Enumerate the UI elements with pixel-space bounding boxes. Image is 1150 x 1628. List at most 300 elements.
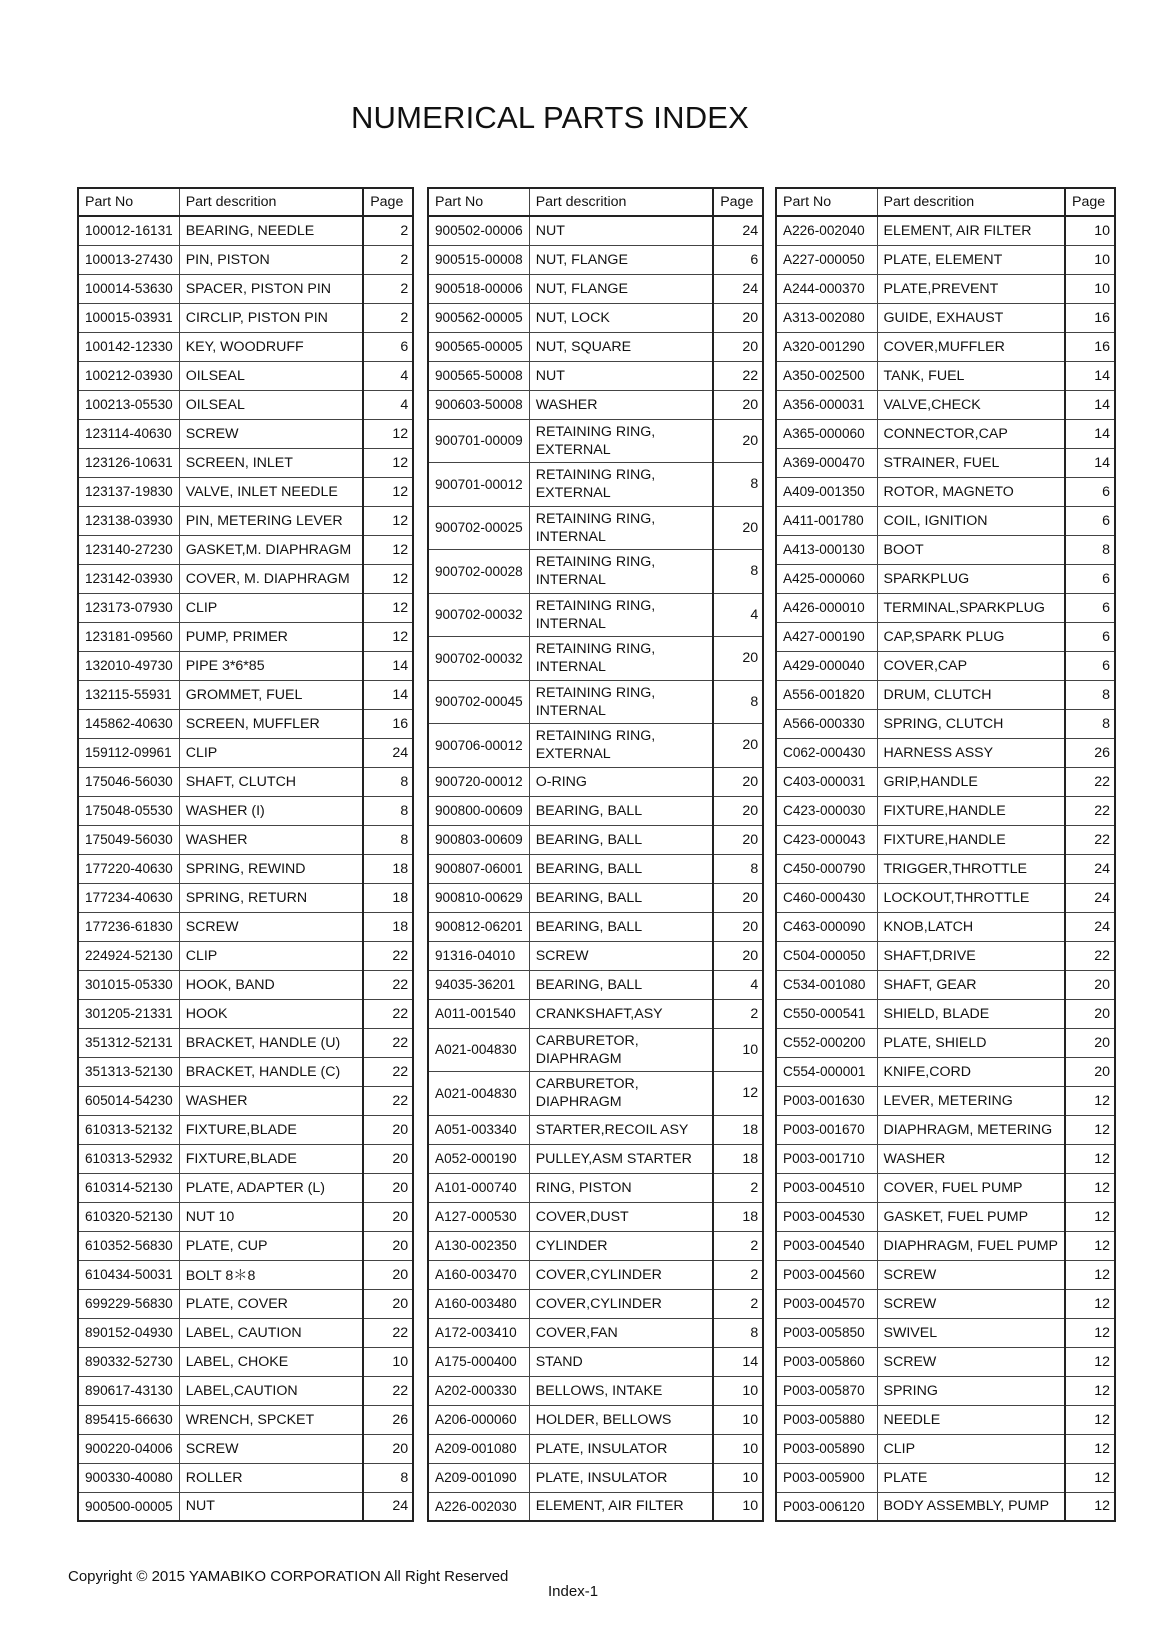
part-description-cell: PIPE 3*6*85 — [179, 651, 363, 680]
part-number-cell: C534-001080 — [776, 970, 877, 999]
part-number-cell: P003-005890 — [776, 1434, 877, 1463]
table-row — [78, 216, 413, 245]
table-row — [776, 1463, 1115, 1492]
part-description-cell: BOOT — [877, 535, 1065, 564]
page-cell: 20 — [713, 637, 763, 681]
table-row — [78, 1057, 413, 1086]
part-description-cell: PUMP, PRIMER — [179, 622, 363, 651]
part-number-cell: 301205-21331 — [78, 999, 179, 1028]
page-cell: 12 — [1065, 1376, 1115, 1405]
part-number-cell: 610314-52130 — [78, 1173, 179, 1202]
table-row — [776, 245, 1115, 274]
table-row — [78, 593, 413, 622]
part-number-cell: A320-001290 — [776, 332, 877, 361]
page-cell: 20 — [363, 1144, 413, 1173]
part-description-cell: OILSEAL — [179, 361, 363, 390]
table-row — [776, 680, 1115, 709]
page-cell: 20 — [713, 419, 763, 463]
part-description-cell: PLATE, INSULATOR — [529, 1434, 713, 1463]
part-description-cell: NUT, LOCK — [529, 303, 713, 332]
part-number-cell: 132115-55931 — [78, 680, 179, 709]
table-row — [776, 883, 1115, 912]
table-row — [776, 651, 1115, 680]
page-cell: 20 — [1065, 970, 1115, 999]
page-cell: 18 — [363, 912, 413, 941]
part-description-cell: VALVE, INLET NEEDLE — [179, 477, 363, 506]
part-description-cell: GASKET, FUEL PUMP — [877, 1202, 1065, 1231]
page-cell: 12 — [1065, 1086, 1115, 1115]
part-description-cell: TERMINAL,SPARKPLUG — [877, 593, 1065, 622]
table-row — [428, 303, 763, 332]
page-cell: 20 — [713, 912, 763, 941]
table-row — [428, 1318, 763, 1347]
part-description-cell: NEEDLE — [877, 1405, 1065, 1434]
table-row — [78, 1028, 413, 1057]
page-cell: 12 — [363, 622, 413, 651]
part-number-cell: 900702-00032 — [428, 637, 529, 681]
part-number-cell: P003-001710 — [776, 1144, 877, 1173]
page-cell: 12 — [1065, 1492, 1115, 1521]
part-description-cell: SCREW — [179, 419, 363, 448]
page-cell: 10 — [713, 1376, 763, 1405]
page-cell: 12 — [363, 535, 413, 564]
part-description-cell: BEARING, NEEDLE — [179, 216, 363, 245]
part-number-cell: 610313-52932 — [78, 1144, 179, 1173]
table-row — [428, 274, 763, 303]
table-row — [428, 1405, 763, 1434]
table-row — [776, 303, 1115, 332]
table-row — [428, 1347, 763, 1376]
page-cell: 10 — [713, 1463, 763, 1492]
table-row — [776, 332, 1115, 361]
table-row — [776, 1144, 1115, 1173]
page-cell: 14 — [363, 680, 413, 709]
part-description-cell: RETAINING RING, INTERNAL — [529, 506, 713, 550]
header-part-no: Part No — [78, 188, 179, 216]
part-number-cell: 177220-40630 — [78, 854, 179, 883]
page-cell: 12 — [1065, 1405, 1115, 1434]
part-description-cell: OILSEAL — [179, 390, 363, 419]
page-cell: 26 — [1065, 738, 1115, 767]
part-description-cell: SPRING — [877, 1376, 1065, 1405]
part-number-cell: 175048-05530 — [78, 796, 179, 825]
table-row — [428, 1492, 763, 1521]
part-description-cell: COVER, M. DIAPHRAGM — [179, 564, 363, 593]
table-row — [78, 709, 413, 738]
part-description-cell: RETAINING RING, EXTERNAL — [529, 724, 713, 768]
page-cell: 22 — [363, 941, 413, 970]
table-row — [428, 912, 763, 941]
table-row — [776, 361, 1115, 390]
part-number-cell: 224924-52130 — [78, 941, 179, 970]
part-description-cell: RING, PISTON — [529, 1173, 713, 1202]
part-number-cell: 900803-00609 — [428, 825, 529, 854]
page-cell: 24 — [363, 738, 413, 767]
part-description-cell: SWIVEL — [877, 1318, 1065, 1347]
table-row — [776, 970, 1115, 999]
part-description-cell: SPARKPLUG — [877, 564, 1065, 593]
page-cell: 12 — [1065, 1231, 1115, 1260]
page-cell: 6 — [363, 332, 413, 361]
part-description-cell: RETAINING RING, INTERNAL — [529, 550, 713, 594]
part-description-cell: CLIP — [179, 593, 363, 622]
page-cell: 12 — [363, 477, 413, 506]
part-number-cell: A350-002500 — [776, 361, 877, 390]
page-cell: 14 — [1065, 448, 1115, 477]
page-cell: 8 — [363, 825, 413, 854]
part-number-cell: A313-002080 — [776, 303, 877, 332]
part-description-cell: RETAINING RING, INTERNAL — [529, 637, 713, 681]
part-number-cell: C504-000050 — [776, 941, 877, 970]
table-row — [428, 854, 763, 883]
part-description-cell: WRENCH, SPCKET — [179, 1405, 363, 1434]
table-row — [428, 767, 763, 796]
header-page: Page — [363, 188, 413, 216]
page-cell: 22 — [363, 1057, 413, 1086]
table-row — [78, 883, 413, 912]
table-row — [776, 999, 1115, 1028]
table-row — [78, 970, 413, 999]
page-cell: 12 — [713, 1072, 763, 1116]
part-description-cell: GASKET,M. DIAPHRAGM — [179, 535, 363, 564]
part-description-cell: PLATE, ADAPTER (L) — [179, 1173, 363, 1202]
page-cell: 8 — [363, 796, 413, 825]
part-number-cell: 159112-09961 — [78, 738, 179, 767]
page-cell: 22 — [363, 999, 413, 1028]
header-part-description: Part descrition — [877, 188, 1065, 216]
part-number-cell: A226-002040 — [776, 216, 877, 245]
part-description-cell: GUIDE, EXHAUST — [877, 303, 1065, 332]
part-number-cell: A172-003410 — [428, 1318, 529, 1347]
part-number-cell: C423-000030 — [776, 796, 877, 825]
part-number-cell: 123137-19830 — [78, 477, 179, 506]
page-cell: 6 — [1065, 593, 1115, 622]
part-description-cell: PLATE, CUP — [179, 1231, 363, 1260]
table-row — [78, 999, 413, 1028]
page-cell: 8 — [1065, 535, 1115, 564]
part-number-cell: 699229-56830 — [78, 1289, 179, 1318]
part-number-cell: A011-001540 — [428, 999, 529, 1028]
page-cell: 20 — [713, 506, 763, 550]
page-cell: 2 — [363, 274, 413, 303]
table-row — [78, 1376, 413, 1405]
part-description-cell: ROTOR, MAGNETO — [877, 477, 1065, 506]
part-number-cell: C450-000790 — [776, 854, 877, 883]
table-row — [776, 825, 1115, 854]
page-cell: 12 — [1065, 1202, 1115, 1231]
table-row — [78, 767, 413, 796]
table-row — [428, 999, 763, 1028]
part-description-cell: SPACER, PISTON PIN — [179, 274, 363, 303]
table-row — [428, 1202, 763, 1231]
page-cell: 6 — [1065, 564, 1115, 593]
table-row — [78, 506, 413, 535]
page-cell: 10 — [363, 1347, 413, 1376]
page-cell: 8 — [713, 680, 763, 724]
part-number-cell: 351312-52131 — [78, 1028, 179, 1057]
table-row — [776, 1231, 1115, 1260]
table-row — [428, 883, 763, 912]
table-row — [78, 1260, 413, 1289]
part-description-cell: WASHER — [179, 825, 363, 854]
table-row — [776, 1492, 1115, 1521]
part-number-cell: A556-001820 — [776, 680, 877, 709]
part-number-cell: A365-000060 — [776, 419, 877, 448]
part-number-cell: 605014-54230 — [78, 1086, 179, 1115]
part-number-cell: 175046-56030 — [78, 767, 179, 796]
page-cell: 12 — [1065, 1144, 1115, 1173]
table-row — [428, 1376, 763, 1405]
page-cell: 12 — [1065, 1463, 1115, 1492]
part-description-cell: SCREW — [529, 941, 713, 970]
part-description-cell: PLATE, COVER — [179, 1289, 363, 1318]
table-row — [78, 1173, 413, 1202]
part-number-cell: P003-005900 — [776, 1463, 877, 1492]
page-cell: 8 — [1065, 680, 1115, 709]
part-number-cell: A429-000040 — [776, 651, 877, 680]
table-row — [428, 637, 763, 681]
part-description-cell: TANK, FUEL — [877, 361, 1065, 390]
page-cell: 16 — [1065, 303, 1115, 332]
part-number-cell: 900702-00025 — [428, 506, 529, 550]
page-cell: 4 — [363, 361, 413, 390]
page-cell: 20 — [363, 1115, 413, 1144]
part-description-cell: DIAPHRAGM, METERING — [877, 1115, 1065, 1144]
page-cell: 20 — [713, 724, 763, 768]
part-description-cell: FIXTURE,HANDLE — [877, 796, 1065, 825]
page-cell: 20 — [713, 390, 763, 419]
part-number-cell: A209-001090 — [428, 1463, 529, 1492]
page-cell: 12 — [1065, 1347, 1115, 1376]
table-row — [776, 709, 1115, 738]
page-cell: 22 — [363, 970, 413, 999]
part-description-cell: SPRING, REWIND — [179, 854, 363, 883]
part-number-cell: A051-003340 — [428, 1115, 529, 1144]
part-number-cell: 610313-52132 — [78, 1115, 179, 1144]
table-row — [78, 1289, 413, 1318]
part-description-cell: SCREW — [179, 1434, 363, 1463]
part-description-cell: LEVER, METERING — [877, 1086, 1065, 1115]
part-description-cell: FIXTURE,BLADE — [179, 1115, 363, 1144]
page-cell: 8 — [1065, 709, 1115, 738]
part-description-cell: GRIP,HANDLE — [877, 767, 1065, 796]
part-description-cell: BEARING, BALL — [529, 825, 713, 854]
page-cell: 16 — [1065, 332, 1115, 361]
page-cell: 20 — [1065, 1028, 1115, 1057]
page-cell: 2 — [713, 1173, 763, 1202]
part-number-cell: P003-001630 — [776, 1086, 877, 1115]
table-row — [776, 912, 1115, 941]
page-cell: 12 — [1065, 1318, 1115, 1347]
page-cell: 20 — [363, 1260, 413, 1289]
part-number-cell: 900220-04006 — [78, 1434, 179, 1463]
part-number-cell: 100015-03931 — [78, 303, 179, 332]
part-number-cell: C423-000043 — [776, 825, 877, 854]
part-number-cell: C062-000430 — [776, 738, 877, 767]
part-description-cell: BRACKET, HANDLE (C) — [179, 1057, 363, 1086]
table-row — [776, 216, 1115, 245]
page-cell: 20 — [713, 796, 763, 825]
part-number-cell: 900706-00012 — [428, 724, 529, 768]
table-row — [78, 1463, 413, 1492]
page-cell: 26 — [363, 1405, 413, 1434]
part-number-cell: 610352-56830 — [78, 1231, 179, 1260]
table-row — [776, 1289, 1115, 1318]
part-description-cell: PULLEY,ASM STARTER — [529, 1144, 713, 1173]
table-row — [78, 651, 413, 680]
part-description-cell: BODY ASSEMBLY, PUMP — [877, 1492, 1065, 1521]
part-number-cell: 900701-00012 — [428, 463, 529, 507]
part-number-cell: P003-005850 — [776, 1318, 877, 1347]
part-description-cell: SHAFT, CLUTCH — [179, 767, 363, 796]
part-description-cell: NUT, SQUARE — [529, 332, 713, 361]
table-row — [78, 303, 413, 332]
part-number-cell: A021-004830 — [428, 1028, 529, 1072]
part-number-cell: 900810-00629 — [428, 883, 529, 912]
page-cell: 14 — [713, 1347, 763, 1376]
header-part-description: Part descrition — [529, 188, 713, 216]
table-row — [428, 1289, 763, 1318]
page-cell: 18 — [713, 1144, 763, 1173]
table-row — [776, 1434, 1115, 1463]
table-row — [78, 448, 413, 477]
copyright-notice: Copyright © 2015 YAMABIKO CORPORATION All Right Reserved — [68, 1568, 509, 1585]
part-number-cell: 123138-03930 — [78, 506, 179, 535]
table-row — [428, 463, 763, 507]
table-row — [428, 506, 763, 550]
part-number-cell: 900702-00045 — [428, 680, 529, 724]
page-cell: 4 — [713, 593, 763, 637]
page-cell: 2 — [363, 303, 413, 332]
page-cell: 18 — [713, 1115, 763, 1144]
part-number-cell: A206-000060 — [428, 1405, 529, 1434]
page-cell: 20 — [713, 825, 763, 854]
part-description-cell: KNOB,LATCH — [877, 912, 1065, 941]
part-description-cell: NUT — [529, 361, 713, 390]
part-number-cell: P003-004560 — [776, 1260, 877, 1289]
part-description-cell: STRAINER, FUEL — [877, 448, 1065, 477]
page-cell: 10 — [1065, 274, 1115, 303]
page-cell: 18 — [363, 883, 413, 912]
part-number-cell: 123142-03930 — [78, 564, 179, 593]
table-row — [78, 680, 413, 709]
page-cell: 20 — [363, 1231, 413, 1260]
page-cell: 24 — [1065, 912, 1115, 941]
part-description-cell: CAP,SPARK PLUG — [877, 622, 1065, 651]
page-cell: 14 — [1065, 390, 1115, 419]
part-number-cell: P003-005860 — [776, 1347, 877, 1376]
table-row — [776, 419, 1115, 448]
page-cell: 20 — [713, 941, 763, 970]
part-number-cell: A127-000530 — [428, 1202, 529, 1231]
part-description-cell: KNIFE,CORD — [877, 1057, 1065, 1086]
table-row — [78, 1347, 413, 1376]
part-number-cell: A427-000190 — [776, 622, 877, 651]
table-row — [428, 724, 763, 768]
part-description-cell: HOOK — [179, 999, 363, 1028]
part-description-cell: GROMMET, FUEL — [179, 680, 363, 709]
page-cell: 6 — [713, 245, 763, 274]
table-row — [428, 390, 763, 419]
page-cell: 20 — [363, 1289, 413, 1318]
part-description-cell: LABEL, CAUTION — [179, 1318, 363, 1347]
table-row — [776, 1028, 1115, 1057]
part-description-cell: BEARING, BALL — [529, 883, 713, 912]
part-number-cell: 177236-61830 — [78, 912, 179, 941]
part-number-cell: 145862-40630 — [78, 709, 179, 738]
part-number-cell: 890152-04930 — [78, 1318, 179, 1347]
part-description-cell: WASHER (I) — [179, 796, 363, 825]
table-row — [428, 1260, 763, 1289]
part-number-cell: P003-004540 — [776, 1231, 877, 1260]
part-number-cell: C554-000001 — [776, 1057, 877, 1086]
table-row — [776, 1173, 1115, 1202]
part-number-cell: A425-000060 — [776, 564, 877, 593]
table-row — [776, 448, 1115, 477]
part-description-cell: TRIGGER,THROTTLE — [877, 854, 1065, 883]
part-description-cell: CYLINDER — [529, 1231, 713, 1260]
part-number-cell: 123173-07930 — [78, 593, 179, 622]
part-description-cell: DIAPHRAGM, FUEL PUMP — [877, 1231, 1065, 1260]
part-description-cell: NUT 10 — [179, 1202, 363, 1231]
table-row — [428, 1072, 763, 1116]
page-cell: 10 — [1065, 216, 1115, 245]
table-row — [78, 738, 413, 767]
part-number-cell: P003-005870 — [776, 1376, 877, 1405]
page-cell: 22 — [363, 1318, 413, 1347]
table-row — [776, 1347, 1115, 1376]
part-description-cell: HOOK, BAND — [179, 970, 363, 999]
part-number-cell: 351313-52130 — [78, 1057, 179, 1086]
part-number-cell: 900807-06001 — [428, 854, 529, 883]
part-description-cell: SHAFT,DRIVE — [877, 941, 1065, 970]
part-number-cell: A244-000370 — [776, 274, 877, 303]
page-cell: 24 — [713, 274, 763, 303]
page-cell: 24 — [1065, 854, 1115, 883]
part-description-cell: NUT — [529, 216, 713, 245]
part-description-cell: BEARING, BALL — [529, 796, 713, 825]
part-number-cell: 94035-36201 — [428, 970, 529, 999]
part-description-cell: DRUM, CLUTCH — [877, 680, 1065, 709]
table-row — [78, 564, 413, 593]
part-description-cell: COVER,CAP — [877, 651, 1065, 680]
page-cell: 22 — [363, 1028, 413, 1057]
part-number-cell: A052-000190 — [428, 1144, 529, 1173]
table-row — [776, 506, 1115, 535]
table-row — [776, 1086, 1115, 1115]
part-description-cell: FIXTURE,BLADE — [179, 1144, 363, 1173]
part-description-cell: CRANKSHAFT,ASY — [529, 999, 713, 1028]
part-number-cell: 91316-04010 — [428, 941, 529, 970]
part-number-cell: C552-000200 — [776, 1028, 877, 1057]
header-page: Page — [713, 188, 763, 216]
part-number-cell: 100012-16131 — [78, 216, 179, 245]
page-cell: 20 — [363, 1173, 413, 1202]
part-description-cell: HARNESS ASSY — [877, 738, 1065, 767]
table-row — [78, 622, 413, 651]
part-number-cell: 175049-56030 — [78, 825, 179, 854]
page-cell: 8 — [713, 463, 763, 507]
page-cell: 8 — [713, 1318, 763, 1347]
part-number-cell: A175-000400 — [428, 1347, 529, 1376]
part-description-cell: CIRCLIP, PISTON PIN — [179, 303, 363, 332]
page-cell: 10 — [713, 1434, 763, 1463]
part-number-cell: A202-000330 — [428, 1376, 529, 1405]
part-description-cell: COVER,FAN — [529, 1318, 713, 1347]
part-number-cell: 890617-43130 — [78, 1376, 179, 1405]
page-cell: 12 — [1065, 1434, 1115, 1463]
part-description-cell: COVER,MUFFLER — [877, 332, 1065, 361]
